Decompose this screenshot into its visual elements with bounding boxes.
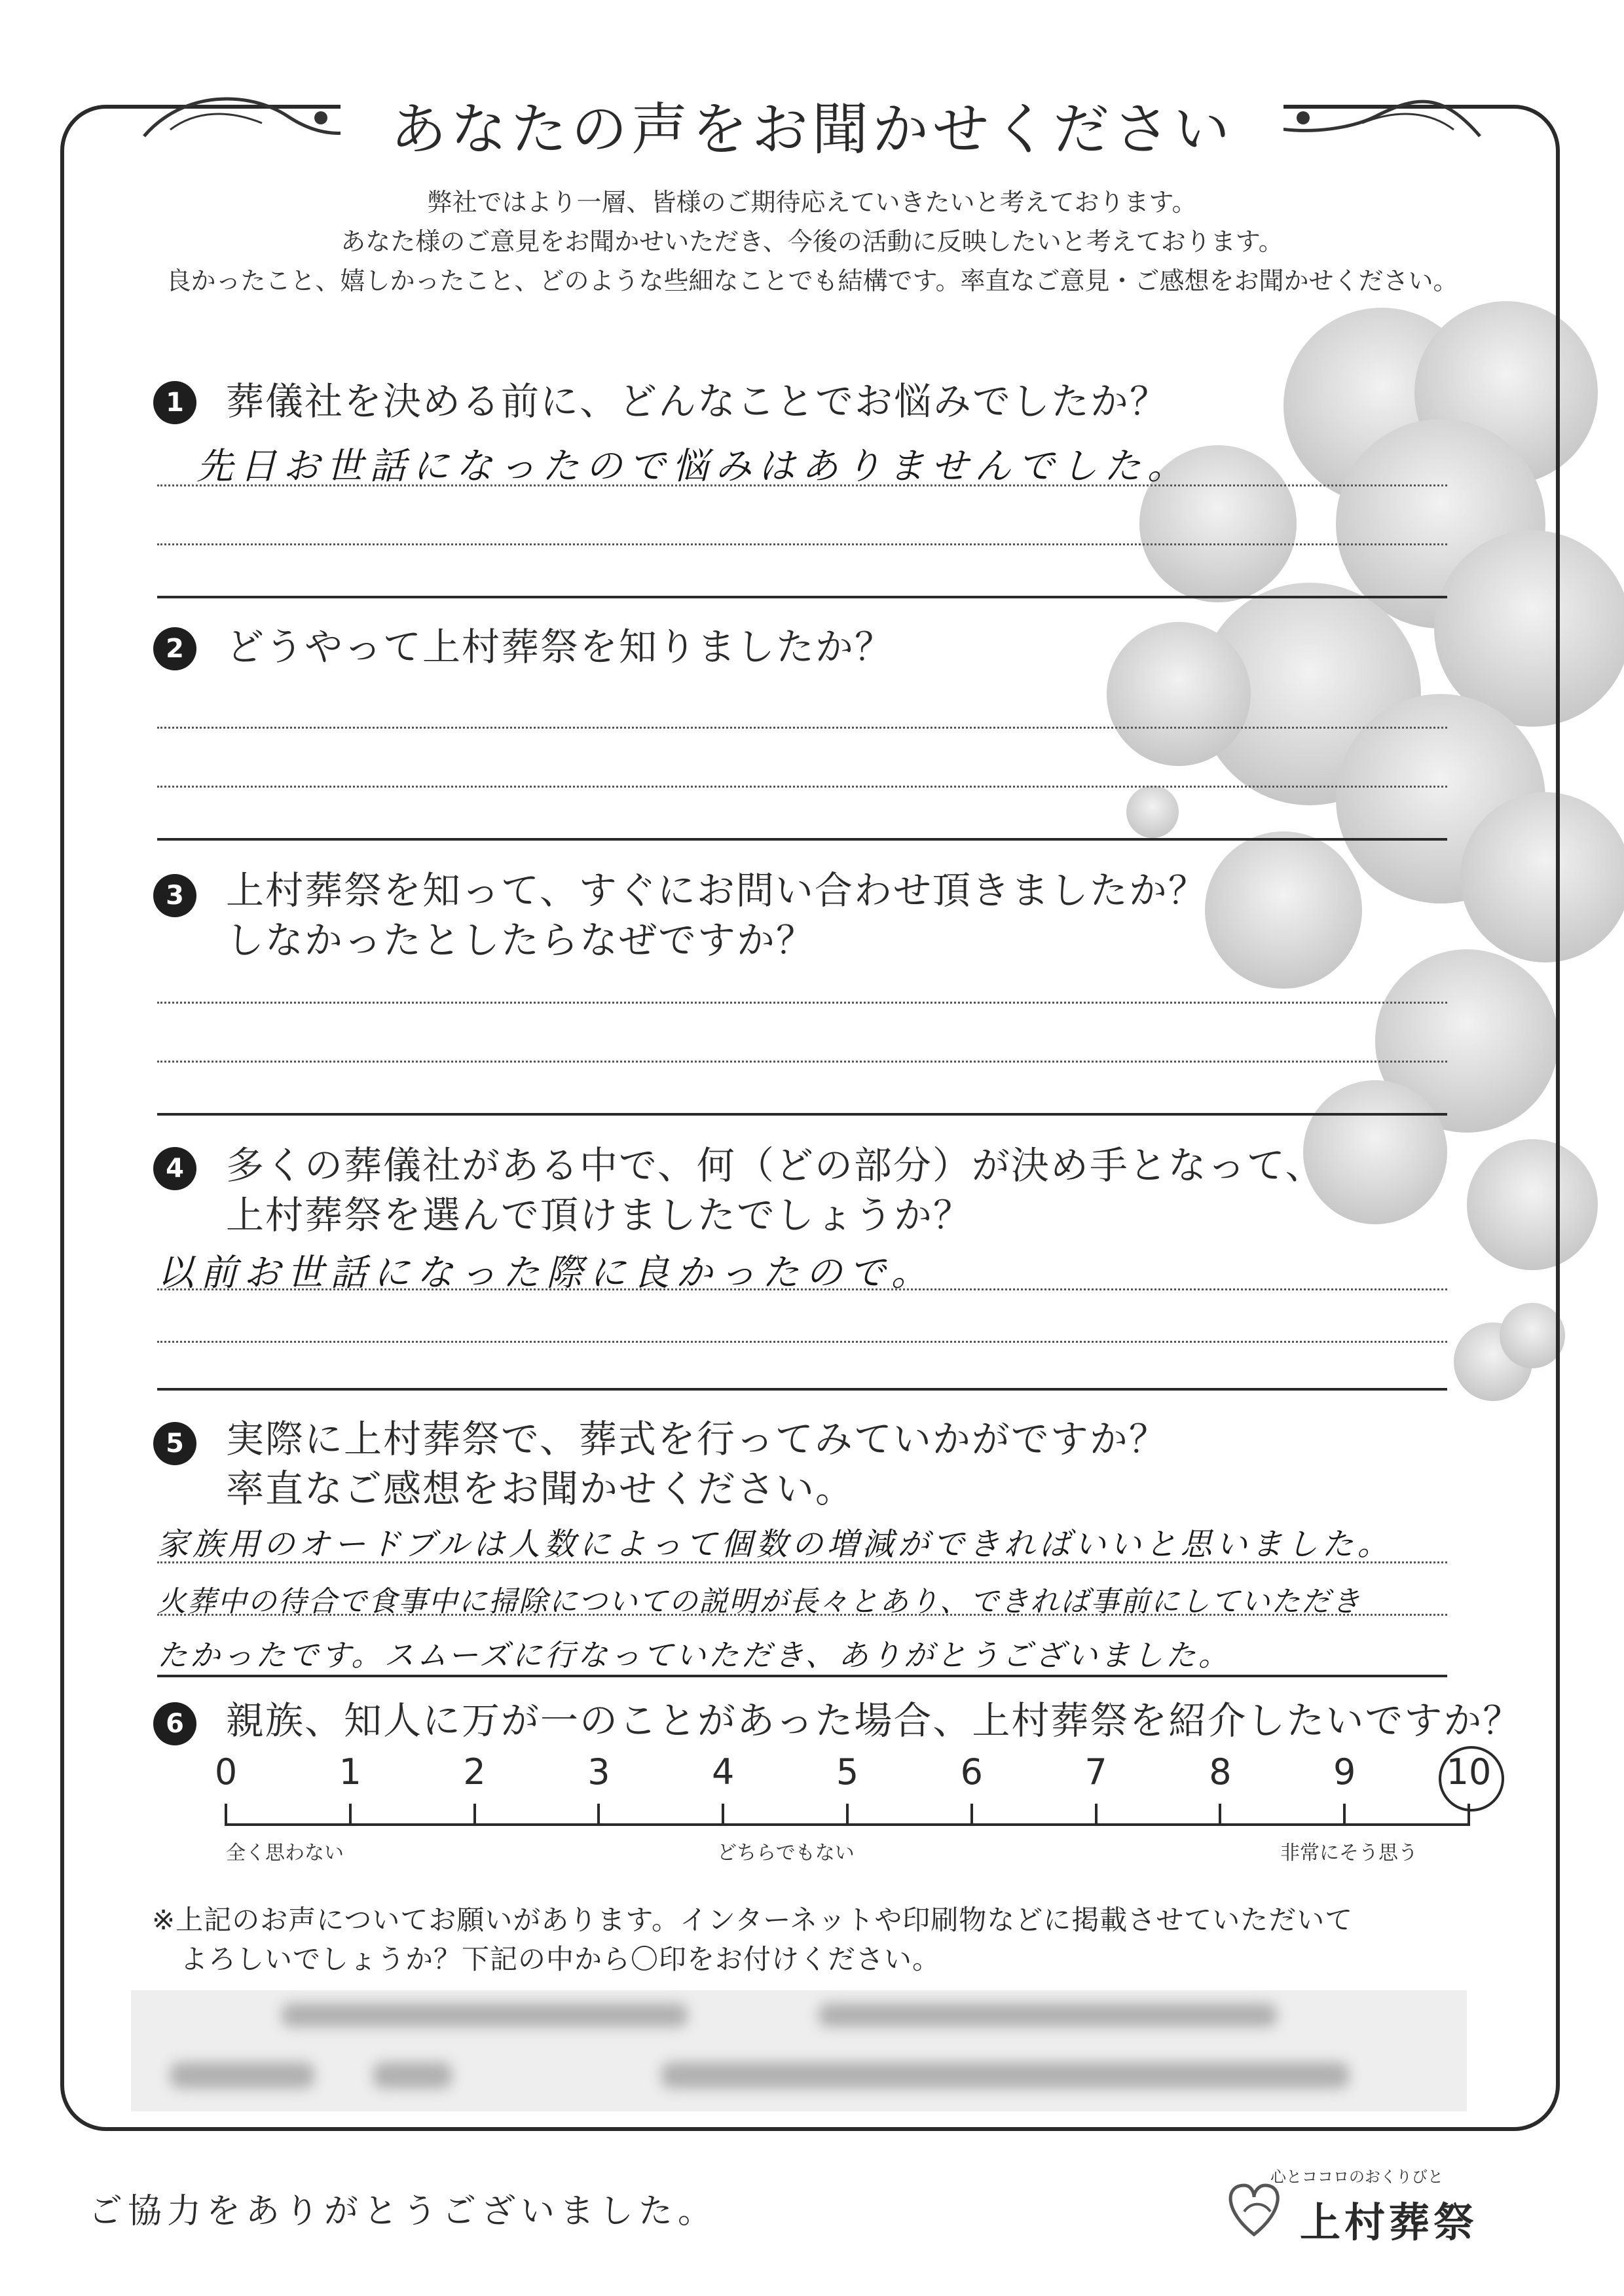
scale-option-7[interactable]: 7 [1084, 1751, 1107, 1793]
redacted-option [819, 2003, 1277, 2027]
intro-line: 弊社ではより一層、皆様のご期待応えていきたいと考えております。 [427, 188, 1197, 217]
question-text: 実際に上村葬祭で、葬式を行ってみていかがですか？ [226, 1417, 1168, 1461]
question-number: 3 [153, 874, 196, 917]
answer-line [157, 543, 1447, 545]
selected-rating-circle [1439, 1746, 1504, 1812]
scale-option-0[interactable]: 0 [214, 1751, 238, 1793]
publication-note: ※上記のお声についてお願いがあります。インターネットや印刷物などに掲載させていただいて [152, 1904, 1354, 1936]
answer-q1[interactable]: 先日お世話になったので悩みはありませんでした。 [196, 445, 1190, 488]
page-title: あなたの声をお聞かせください [390, 97, 1234, 162]
redacted-option [373, 2062, 452, 2088]
scale-tick [1095, 1804, 1098, 1826]
redacted-option [170, 2062, 314, 2088]
answer-line [157, 1288, 1447, 1290]
answer-line [157, 1002, 1447, 1004]
question-number: 4 [153, 1147, 196, 1190]
scale-high-label: 非常にそう思う [1280, 1842, 1418, 1865]
question-text: 上村葬祭を知って、すぐにお問い合わせ頂きましたか？ [226, 868, 1208, 913]
question-text: どうやって上村葬祭を知りましたか？ [226, 625, 895, 669]
scale-tick [225, 1804, 227, 1826]
answer-line [157, 1614, 1447, 1616]
intro-line: 良かったこと、嬉しかったこと、どのような些細なことでも結構です。率直なご意見・ご感想をお聞かせください。 [166, 266, 1458, 295]
answer-line [157, 1561, 1447, 1563]
scale-tick [1343, 1804, 1346, 1826]
question-text: 多くの葬儀社がある中で、何（どの部分）が決め手となって、 [226, 1143, 1325, 1188]
scale-option-1[interactable]: 1 [339, 1751, 361, 1793]
scale-low-label: 全く思わない [226, 1842, 344, 1865]
question-number: 1 [153, 381, 196, 424]
scale-option-9[interactable]: 9 [1333, 1751, 1356, 1793]
answer-line [157, 484, 1447, 486]
scale-tick [722, 1804, 724, 1826]
scale-option-10[interactable]: 10 [1446, 1751, 1492, 1793]
answer-line [157, 786, 1447, 788]
thanks-message: ご協力をありがとうございました。 [88, 2192, 718, 2231]
redacted-options [131, 1990, 1467, 2111]
question-text: 上村葬祭を選んで頂けましたでしょうか？ [226, 1193, 973, 1237]
scale-option-4[interactable]: 4 [712, 1751, 735, 1793]
redacted-option [282, 2003, 688, 2027]
question-text: しなかったとしたらなぜですか？ [226, 918, 816, 962]
answer-line [157, 1061, 1447, 1063]
answer-line [157, 1341, 1447, 1343]
question-number: 5 [153, 1422, 196, 1465]
answer-q5-line[interactable]: 家族用のオードブルは人数によって個数の増減ができればいいと思いました。 [157, 1526, 1393, 1563]
company-tagline: 心とココロのおくりびと [1270, 2168, 1443, 2186]
intro-line: あなた様のご意見をお聞かせいただき、今後の活動に反映したいと考えております。 [341, 227, 1283, 256]
section-divider [157, 1675, 1447, 1677]
answer-q5-line[interactable]: たかったです。スムーズに行なっていただき、ありがとうございました。 [157, 1637, 1231, 1673]
scale-tick [846, 1804, 849, 1826]
scale-tick [473, 1804, 476, 1826]
scale-option-5[interactable]: 5 [836, 1751, 859, 1793]
question-text: 葬儀社を決める前に、どんなことでお悩みでしたか？ [226, 379, 1170, 424]
section-divider [157, 1113, 1447, 1116]
question-text: 親族、知人に万が一のことがあった場合、上村葬祭を紹介したいですか？ [226, 1698, 1522, 1743]
company-logo-name: 上村葬祭 [1300, 2198, 1479, 2246]
scale-tick [349, 1804, 352, 1826]
question-number: 2 [153, 627, 196, 670]
answer-q4[interactable]: 以前お世話になった際に良かったので。 [157, 1252, 934, 1294]
section-divider [157, 1388, 1447, 1391]
section-divider [157, 838, 1447, 841]
scale-tick [970, 1804, 973, 1826]
scale-tick [1219, 1804, 1221, 1826]
scale-option-3[interactable]: 3 [587, 1751, 610, 1793]
redacted-option [661, 2062, 1349, 2088]
section-divider [157, 596, 1447, 598]
question-text: 率直なご感想をお聞かせください。 [226, 1467, 855, 1511]
publication-note: よろしいでしょうか？下記の中から〇印をお付けください。 [180, 1943, 941, 1975]
scale-option-6[interactable]: 6 [960, 1751, 983, 1793]
question-number: 6 [153, 1702, 196, 1745]
answer-q5-line[interactable]: 火葬中の待合で食事中に掃除についての説明が長々とあり、できれば事前にしていただき [157, 1585, 1362, 1618]
scale-mid-label: どちらでもない [717, 1842, 855, 1865]
scale-tick [597, 1804, 600, 1826]
scale-option-2[interactable]: 2 [463, 1751, 486, 1793]
answer-line [157, 727, 1447, 729]
scale-option-8[interactable]: 8 [1209, 1751, 1232, 1793]
